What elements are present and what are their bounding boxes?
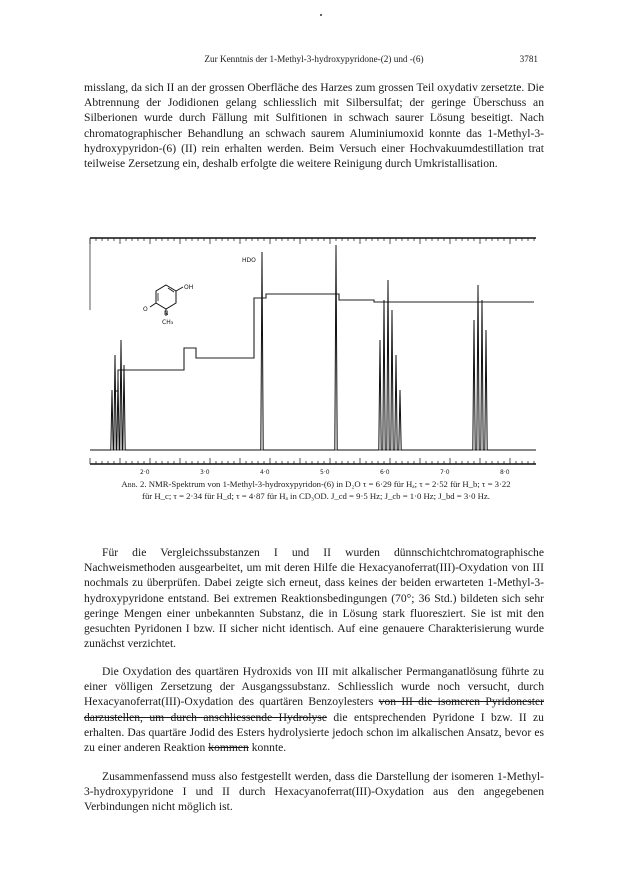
paragraph-3 xyxy=(84,664,544,755)
scale-label: 5·0 xyxy=(320,469,330,475)
top-ticks xyxy=(90,238,534,244)
scale-label: 6·0 xyxy=(380,469,390,475)
structure-oh-label: OH xyxy=(184,284,194,291)
scale-label: 4·0 xyxy=(260,469,270,475)
bottom-ticks xyxy=(90,458,534,464)
structure-drawing xyxy=(143,284,193,326)
running-title: Zur Kenntnis der 1-Methyl-3-hydroxypyridone-(2) und -(6) xyxy=(204,54,424,64)
nmr-spectrum xyxy=(84,230,544,475)
paragraph-3-struck-word: kommen xyxy=(208,741,249,755)
structure-n-label: N xyxy=(164,310,169,317)
paragraph-3-part-a: Die Oxydation des quartären Hydroxids von III mit alkalischer Permanganatlösung führte zu einer völligen Zersetzung der Ausgangssubstanz. Schliesslich wurde noch versucht, durch Hexacyanoferrat(III)-Oxydation des quartären Benzoylesters xyxy=(84,665,544,709)
paragraph-2: Für die Vergleichssubstanzen I und II wurden dünnschichtchromatographische Nachweismethoden ausgearbeitet, um mit deren Hilfe die Hexacyanoferrat(III)-Oxydation von III nochmals zu überprüfen. Dabei zeigte sich erneut, dass keines der beiden erwarteten 1-Methyl-3-hydroxypyridone entstand. Bei extremen Reaktionsbedingungen (70°; 36 Std.) bildeten sich sehr geringe Mengen einer unbekannten Substanz, die in Lösung stark fluoresziert. Sie ist mit den gesuchten Pyridonen I bzw. II sicher nicht identisch. Auf eine genauere Charakterisierung wurde zunächst verzichtet. xyxy=(84,546,544,651)
structure-o-label: O xyxy=(143,306,148,313)
integral-trace xyxy=(114,294,534,391)
running-header xyxy=(84,54,544,68)
hdo-mark: HDO xyxy=(242,257,256,264)
page-number: 3781 xyxy=(519,54,538,64)
scale-label: 3·0 xyxy=(200,469,210,475)
scale-label: 8·0 xyxy=(500,469,510,475)
structure-ch3-label: CH₃ xyxy=(162,319,174,326)
paragraph-3-part-b: die entsprechenden Pyridone I bzw. II zu erhalten. Das quartäre Jodid des Esters hydrolysierte jedoch schon im alkalischen Ansatz, bevor es zu einer anderen Reaktion xyxy=(84,710,544,755)
scale-label: 7·0 xyxy=(440,469,450,475)
caption-text: NMR-Spektrum von 1-Methyl-3-hydroxypyridon-(6) in D₂O τ = 6·29 für Hₐ; τ = 2·52 für H_b; τ = 3·22 für H_c; τ = 2·34 für H_d; τ = 4·87 für Hₐ in CD₃OD. J_cd = 9·5 Hz; J_cb = 1·0 Hz; J_bd = 3·0 Hz. xyxy=(142,479,511,501)
scale-labels xyxy=(140,469,510,475)
nmr-spectrum-figure xyxy=(84,230,544,475)
paragraph-4: Zusammenfassend muss also festgestellt werden, dass die Darstellung der isomeren 1-Methyl-3-hydroxypyridone I und II durch Hexacyanoferrat(III)-Oxydation aus den angegebenen Verbindungen nicht möglich ist. xyxy=(84,770,544,814)
spectrum-trace xyxy=(90,245,536,450)
paragraph-1: misslang, da sich II an der grossen Oberfläche des Harzes zum grossen Teil oxydativ zersetzte. Die Abtrennung der Jodidionen gelang schliesslich mit Silbersulfat; der geringe Überschuss an Silberionen wurde durch Fällung mit Sulfitionen in schwach saurer Lösung beseitigt. Nach chromatographischer Behandlung an schwach saurem Aluminiumoxid konnte das 1-Methyl-3-hydroxypyridon-(6) (II) rein erhalten werden. Beim Versuch einer Hochvakuumdestillation trat teilweise Zersetzung ein, deshalb erfolgte die weitere Reinigung durch Umkristallisation. xyxy=(84,81,544,171)
caption-lead: Abb. 2. xyxy=(121,479,147,489)
scale-label: 2·0 xyxy=(140,469,150,475)
paragraph-3-struck-line: von III die isomeren Pyridonester darzustellen, um durch anschliessende Hydrolyse xyxy=(84,695,544,724)
page-dot xyxy=(320,14,322,16)
paragraph-3-part-c: konnte. xyxy=(251,741,287,755)
figure-caption xyxy=(118,478,514,502)
